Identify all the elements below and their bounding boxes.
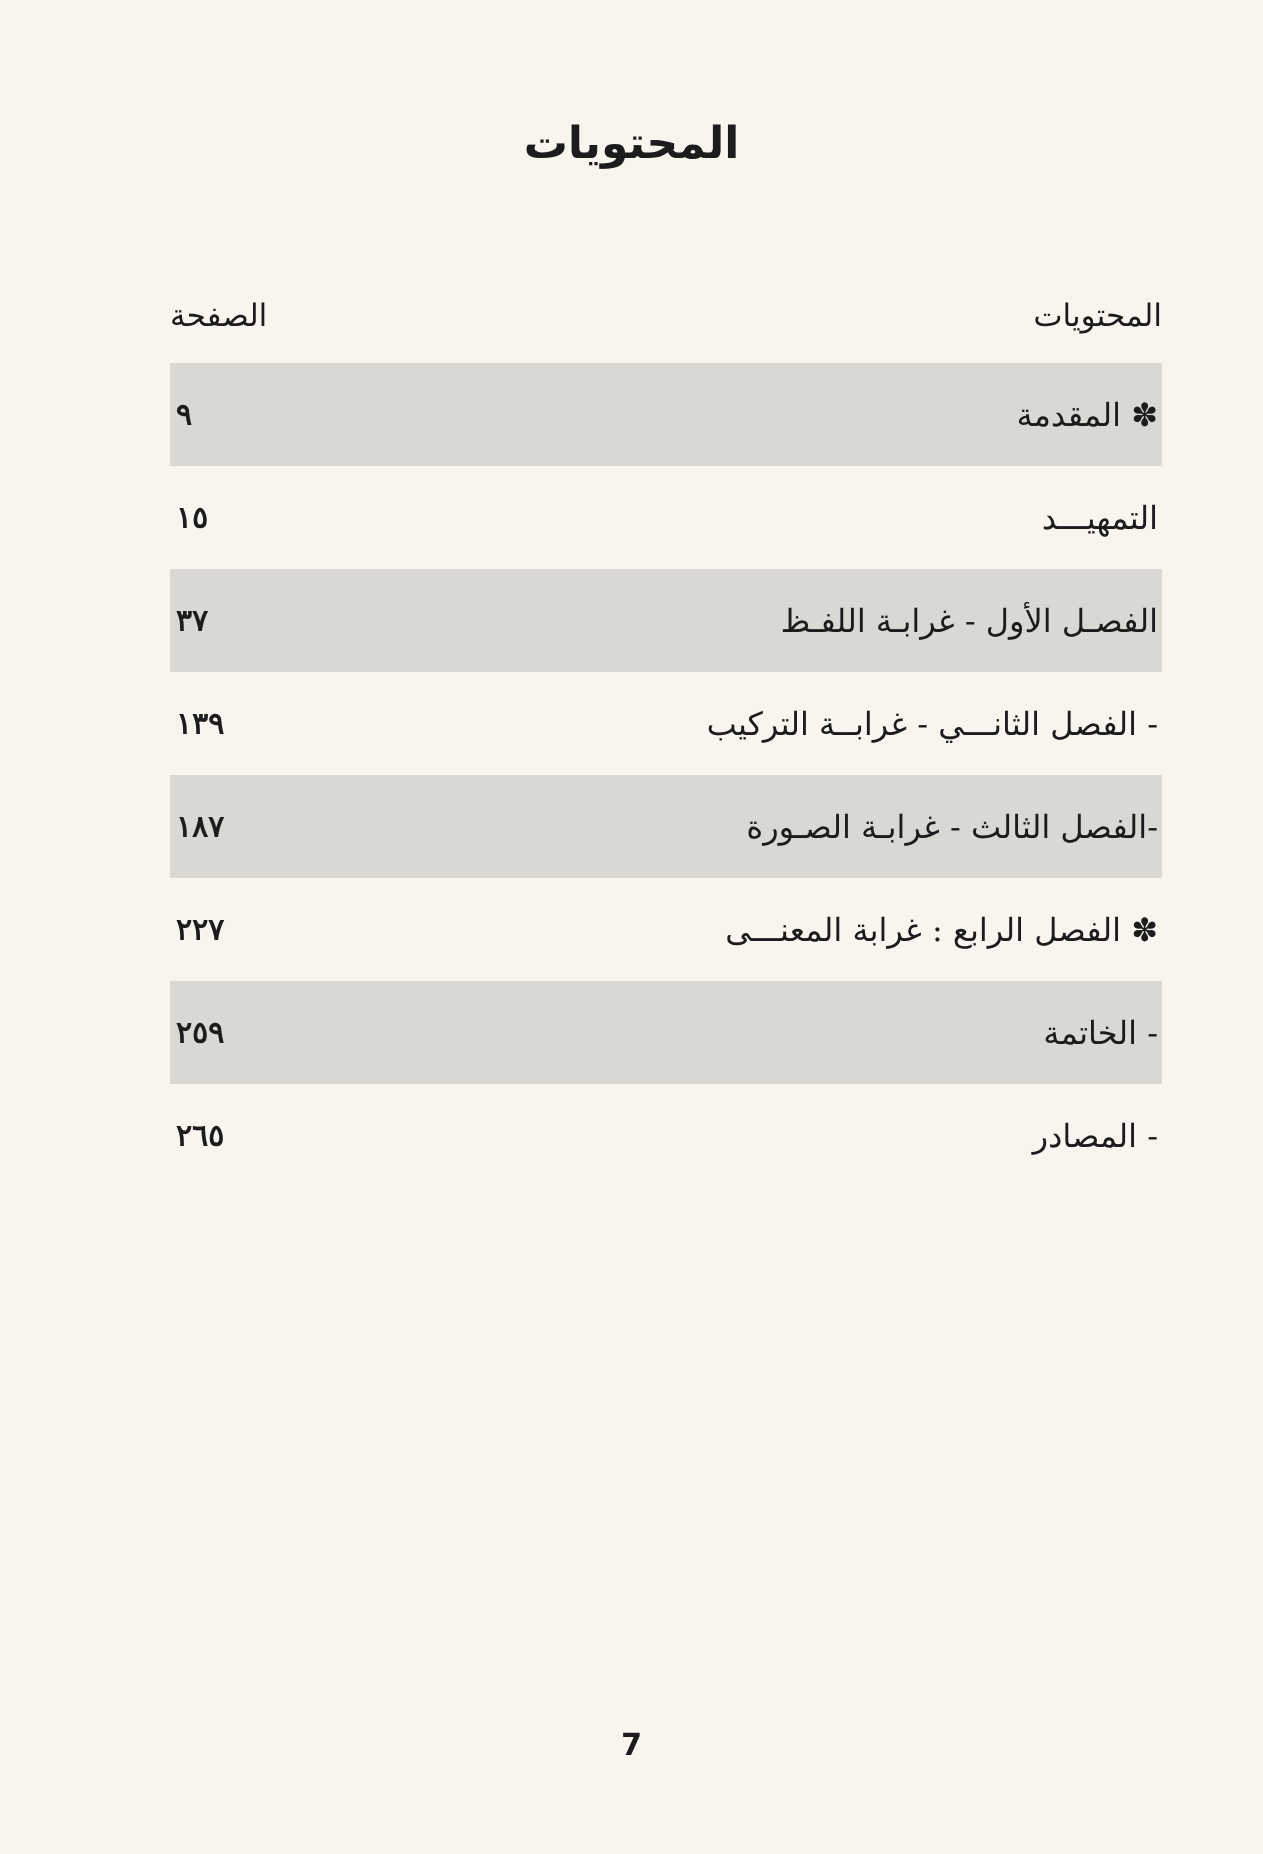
toc-row — [170, 1084, 1162, 1187]
toc-row — [170, 775, 1162, 878]
toc-row — [170, 466, 1162, 569]
toc-page-number: ٢٥٩ — [176, 1015, 225, 1050]
toc-page-number: ١٥ — [176, 500, 209, 535]
table-of-contents — [170, 363, 1162, 1187]
toc-row — [170, 878, 1162, 981]
toc-page-number: ٢٦٥ — [176, 1118, 225, 1153]
contents-column-label: المحتويات — [1033, 298, 1162, 334]
toc-page-number: ٢٢٧ — [176, 912, 225, 947]
toc-entry: ✽ الفصل الرابع : غرابة المعنـــى — [725, 910, 1158, 949]
toc-entry: - الفصل الثانـــي - غرابــة التركيب — [706, 704, 1158, 743]
toc-entry: - الخاتمة — [1043, 1013, 1158, 1052]
toc-entry: ✽ المقدمة — [1016, 395, 1158, 434]
page-column-label: الصفحة — [170, 298, 268, 334]
page-title: المحتويات — [523, 118, 740, 169]
toc-row — [170, 569, 1162, 672]
toc-row — [170, 363, 1162, 466]
toc-entry: -الفصل الثالث - غرابـة الصـورة — [746, 807, 1158, 846]
toc-header — [170, 298, 1162, 342]
toc-page-number: ٣٧ — [176, 603, 209, 638]
toc-page-number: ١٣٩ — [176, 706, 225, 741]
toc-page-number: ٩ — [176, 397, 193, 432]
toc-row — [170, 672, 1162, 775]
toc-page-number: ١٨٧ — [176, 809, 225, 844]
toc-row — [170, 981, 1162, 1084]
page-number: 7 — [621, 1728, 642, 1763]
toc-entry: التمهيـــد — [1041, 498, 1158, 537]
toc-entry: الفصـل الأول - غرابـة اللفـظ — [780, 601, 1158, 640]
toc-entry: - المصادر — [1032, 1116, 1158, 1155]
